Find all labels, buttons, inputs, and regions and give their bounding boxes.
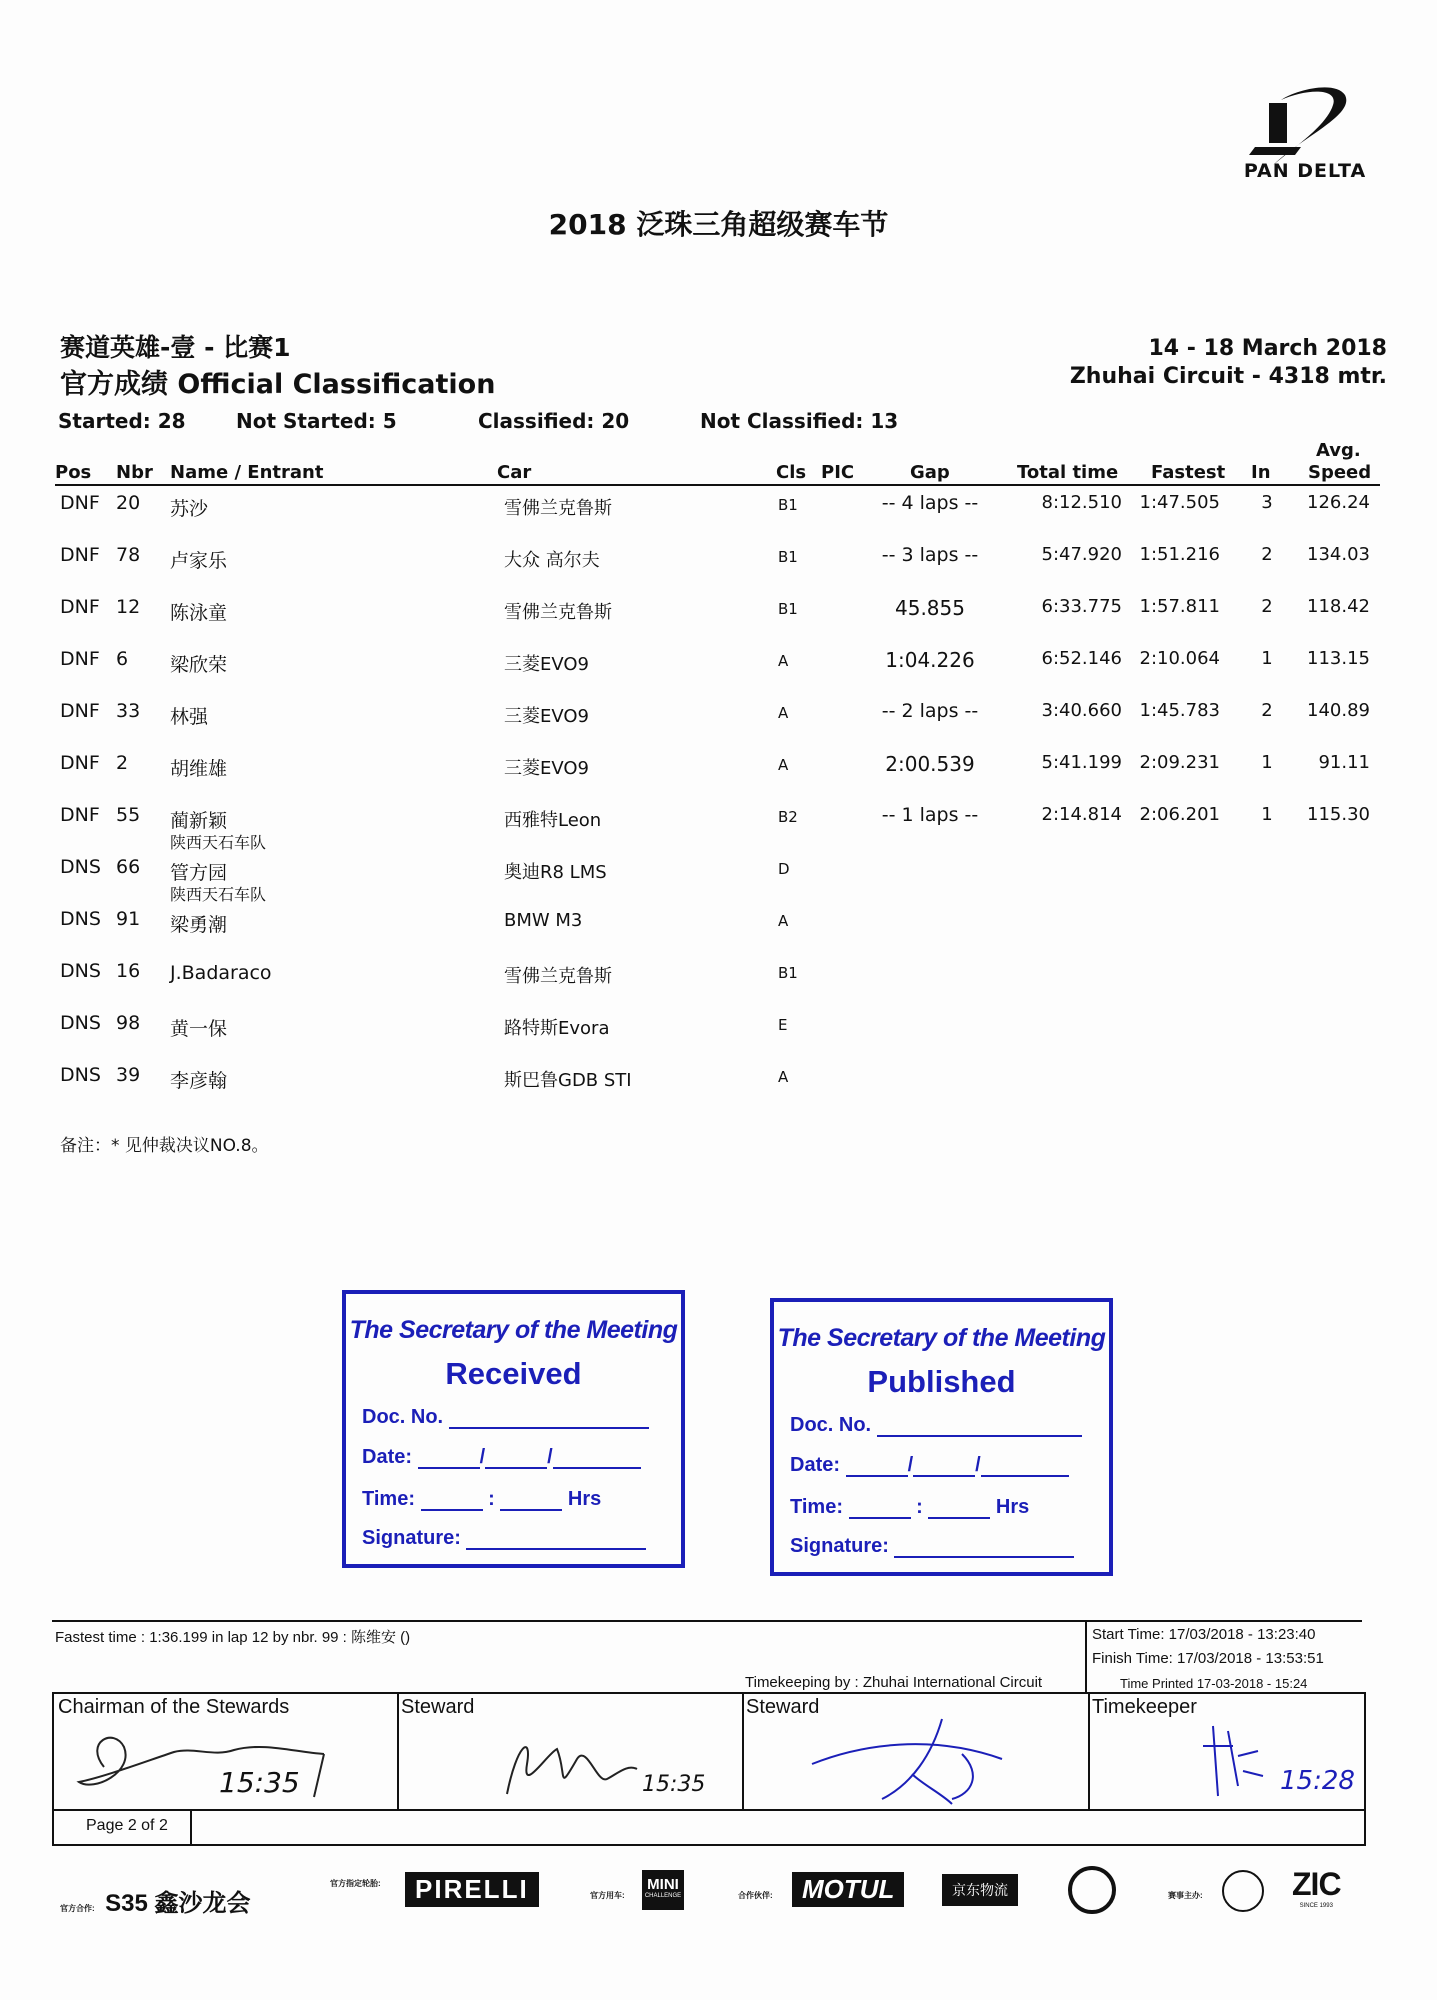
col-gap: Gap [910, 462, 950, 483]
col-in: In [1251, 462, 1271, 483]
chairman-time: 15:35 [219, 1766, 300, 1799]
cell-nbr: 39 [116, 1064, 141, 1086]
cell-car: 三菱EVO9 [504, 706, 589, 727]
published-stamp: The Secretary of the Meeting Published Doc. No. Date: / / Time: : Hrs Signature: [770, 1298, 1113, 1576]
cell-in: 2 [1261, 544, 1273, 565]
cell-pos: DNF [60, 492, 100, 514]
cell-nbr: 20 [116, 492, 141, 514]
cell-total: 3:40.660 [1041, 700, 1122, 721]
cell-pos: DNF [60, 700, 100, 722]
cell-total: 6:33.775 [1041, 596, 1122, 617]
table-row [0, 850, 1437, 902]
cell-nbr: 91 [116, 908, 141, 930]
table-row [0, 902, 1437, 954]
cell-pos: DNS [60, 1064, 101, 1086]
cell-car: 雪佛兰克鲁斯 [504, 966, 612, 987]
cell-pos: DNF [60, 596, 100, 618]
cell-cls: A [778, 912, 789, 930]
stamp-time-label: Time: [362, 1488, 415, 1510]
cell-fastest: 1:57.811 [1139, 596, 1220, 617]
cell-car: 斯巴鲁GDB STI [504, 1070, 632, 1091]
page-number: Page 2 of 2 [86, 1817, 168, 1834]
steward1-cell [397, 1694, 744, 1809]
timekeeper-cell [1088, 1694, 1364, 1809]
signature-table [52, 1692, 1366, 1846]
steward2-cell [742, 1694, 1090, 1809]
cell-nbr: 98 [116, 1012, 141, 1034]
finish-time: Finish Time: 17/03/2018 - 13:53:51 [1092, 1650, 1324, 1667]
chairman-label: Chairman of the Stewards [58, 1696, 290, 1718]
cell-gap: -- 4 laps -- [881, 492, 979, 514]
col-cls: Cls [776, 462, 807, 483]
cell-in: 3 [1261, 492, 1273, 513]
cell-nbr: 16 [116, 960, 141, 982]
stamp-date-label: Date: [790, 1454, 841, 1476]
table-row [0, 486, 1437, 538]
cell-name: 陈泳童 [170, 602, 228, 624]
cell-name: 卢家乐 [170, 550, 228, 572]
timekeeper-label: Timekeeper [1092, 1696, 1197, 1718]
cell-pos: DNF [60, 752, 100, 774]
cell-pos: DNF [60, 804, 100, 826]
cell-name: 梁勇潮 [170, 914, 228, 936]
stamp-signature-label: Signature: [790, 1535, 889, 1557]
cell-gap: 2:00.539 [885, 752, 975, 776]
cell-gap: 45.855 [895, 596, 965, 620]
cloud-logo-icon [1068, 1866, 1116, 1914]
cell-fastest: 1:51.216 [1139, 544, 1220, 565]
col-pos: Pos [55, 462, 92, 483]
cell-car: 大众 高尔夫 [504, 550, 600, 571]
table-row [0, 798, 1437, 850]
sponsor-2 [330, 1878, 400, 1889]
event-dates: 14 - 18 March 2018 [1148, 336, 1387, 361]
cell-in: 1 [1261, 804, 1273, 825]
steward1-label: Steward [401, 1696, 475, 1718]
cell-total: 5:47.920 [1041, 544, 1122, 565]
cell-cls: B1 [778, 548, 798, 566]
stamp-heading: The Secretary of the Meeting [777, 1324, 1106, 1352]
steward2-signature [802, 1714, 1042, 1809]
col-name: Name / Entrant [170, 462, 324, 483]
cell-pos: DNS [60, 1012, 101, 1034]
cell-name: 梁欣荣 [170, 654, 228, 676]
timekeeping-by: Timekeeping by : Zhuhai International Circuit [745, 1674, 1043, 1691]
table-row [0, 1006, 1437, 1058]
stat-classified: Classified: 20 [478, 409, 630, 433]
remark-note: 备注：* 见仲裁决议NO.8。 [60, 1136, 269, 1156]
sponsor-7-name: ZIC [1292, 1866, 1341, 1902]
cell-fastest: 2:06.201 [1139, 804, 1220, 825]
sponsor-4 [738, 1885, 773, 1903]
cell-nbr: 78 [116, 544, 141, 566]
cell-nbr: 6 [116, 648, 129, 670]
cell-cls: B1 [778, 600, 798, 618]
sponsor-3-sub: CHALLENGE [644, 1893, 682, 1899]
sponsor-5-name: 京东物流 [952, 1882, 1008, 1898]
cell-car: 雪佛兰克鲁斯 [504, 498, 612, 519]
cell-gap: -- 1 laps -- [881, 804, 979, 826]
sponsor-4-label: 合作伙伴: [738, 1891, 773, 1900]
col-car: Car [497, 462, 532, 483]
cell-fastest: 1:45.783 [1139, 700, 1220, 721]
sponsor-2-label: 官方指定轮胎: [330, 1879, 381, 1888]
organizer-emblem-icon [1222, 1870, 1264, 1912]
cell-pos: DNS [60, 856, 101, 878]
stamp-doc-label: Doc. No. [362, 1406, 444, 1428]
cell-car: 雪佛兰克鲁斯 [504, 602, 612, 623]
cell-pos: DNS [60, 908, 101, 930]
table-row [0, 642, 1437, 694]
sponsor-3-label: 官方用车: [590, 1891, 625, 1900]
cell-fastest: 2:09.231 [1139, 752, 1220, 773]
col-speed: Speed [1308, 462, 1372, 483]
cell-in: 1 [1261, 752, 1273, 773]
cell-nbr: 12 [116, 596, 141, 618]
table-row [0, 694, 1437, 746]
cell-speed: 126.24 [1307, 492, 1370, 513]
cell-nbr: 2 [116, 752, 129, 774]
cell-speed: 91.11 [1318, 752, 1370, 773]
cell-car: 路特斯Evora [504, 1018, 610, 1039]
fastest-time: Fastest time : 1:36.199 in lap 12 by nbr. 99 : 陈维安 () [55, 1629, 411, 1646]
cell-in: 1 [1261, 648, 1273, 669]
logo-text: PAN DELTA [1243, 160, 1367, 182]
stamp-status: Received [445, 1356, 582, 1391]
timekeeper-signature [1198, 1716, 1268, 1806]
cell-cls: B2 [778, 808, 798, 826]
timekeeper-time: 15:28 [1280, 1766, 1355, 1796]
received-stamp: The Secretary of the Meeting Received Doc. No. Date: / / Time: : Hrs Signature: [342, 1290, 685, 1568]
stamp-date-label: Date: [362, 1446, 413, 1468]
sponsor-1-name: S35 鑫沙龙会 [105, 1890, 251, 1917]
cell-gap: -- 3 laps -- [881, 544, 979, 566]
cell-team: 陕西天石车队 [170, 885, 267, 904]
footer-rule [52, 1620, 1362, 1622]
footer-divider [1085, 1622, 1087, 1694]
cell-car: 奥迪R8 LMS [504, 862, 607, 883]
cell-name: 林强 [170, 706, 209, 728]
cell-cls: E [778, 1016, 788, 1034]
cell-total: 6:52.146 [1041, 648, 1122, 669]
cell-car: 西雅特Leon [504, 810, 602, 831]
table-row [0, 590, 1437, 642]
cell-cls: D [778, 860, 790, 878]
cell-speed: 140.89 [1307, 700, 1370, 721]
cell-fastest: 1:47.505 [1139, 492, 1220, 513]
cell-in: 2 [1261, 700, 1273, 721]
sponsor-5 [942, 1874, 1018, 1906]
sponsor-2-name: PIRELLI [405, 1872, 539, 1907]
sponsor-3-name: MINI [647, 1876, 679, 1893]
cell-total: 2:14.814 [1041, 804, 1122, 825]
cell-total: 8:12.510 [1041, 492, 1122, 513]
sponsor-4-name: MOTUL [792, 1872, 904, 1907]
signature-divider [54, 1809, 1364, 1811]
cell-car: BMW M3 [504, 910, 583, 931]
table-row [0, 746, 1437, 798]
cell-total: 5:41.199 [1041, 752, 1122, 773]
cell-nbr: 55 [116, 804, 141, 826]
sponsor-6-label: 赛事主办: [1168, 1891, 1203, 1900]
cell-cls: A [778, 1068, 789, 1086]
cell-pos: DNF [60, 648, 100, 670]
sponsor-3-badge [642, 1870, 684, 1910]
document-title: 2018 泛珠三角超级赛车节 [548, 208, 889, 241]
document-subtitle: 官方成绩 Official Classification [60, 369, 496, 400]
stat-not-classified: Not Classified: 13 [700, 409, 899, 433]
cell-pos: DNF [60, 544, 100, 566]
stamp-signature-label: Signature: [362, 1527, 461, 1549]
table-row [0, 954, 1437, 1006]
cell-name: 蔺新颖 [170, 810, 228, 832]
sponsor-1-label: 官方合作: [60, 1904, 95, 1913]
cell-car: 三菱EVO9 [504, 654, 589, 675]
page-cell [54, 1811, 192, 1844]
steward2-label: Steward [746, 1696, 820, 1718]
sponsor-1 [60, 1883, 251, 1918]
stamp-heading: The Secretary of the Meeting [349, 1316, 678, 1344]
cell-team: 陕西天石车队 [170, 833, 267, 852]
stat-started: Started: 28 [58, 409, 186, 433]
sponsor-6 [1168, 1885, 1203, 1903]
stat-not-started: Not Started: 5 [236, 409, 397, 433]
cell-name: 苏沙 [170, 498, 209, 520]
event-name: 赛道英雄-壹 - 比赛1 [60, 333, 291, 362]
col-nbr: Nbr [116, 462, 153, 483]
cell-speed: 113.15 [1307, 648, 1370, 669]
cell-speed: 118.42 [1307, 596, 1370, 617]
cell-car: 三菱EVO9 [504, 758, 589, 779]
start-time: Start Time: 17/03/2018 - 13:23:40 [1092, 1626, 1316, 1643]
time-printed: Time Printed 17-03-2018 - 15:24 [1120, 1676, 1308, 1691]
cell-name: 胡维雄 [170, 758, 228, 780]
circuit-info: Zhuhai Circuit - 4318 mtr. [1069, 364, 1387, 389]
cell-cls: A [778, 652, 789, 670]
stamp-hrs-label: Hrs [995, 1496, 1030, 1518]
cell-pos: DNS [60, 960, 101, 982]
cell-name: 黄一保 [170, 1018, 228, 1040]
col-total: Total time [1017, 462, 1119, 483]
table-row [0, 538, 1437, 590]
cell-nbr: 33 [116, 700, 141, 722]
cell-in: 2 [1261, 596, 1273, 617]
steward1-time: 15:35 [642, 1772, 706, 1797]
sponsor-3 [590, 1885, 625, 1903]
col-fastest: Fastest [1151, 462, 1226, 483]
stamp-status: Published [867, 1364, 1016, 1399]
cell-speed: 134.03 [1307, 544, 1370, 565]
cell-gap: 1:04.226 [885, 648, 975, 672]
stamp-hrs-label: Hrs [567, 1488, 602, 1510]
cell-cls: B1 [778, 496, 798, 514]
cell-nbr: 66 [116, 856, 141, 878]
col-avg: Avg. [1316, 440, 1361, 461]
cell-speed: 115.30 [1307, 804, 1370, 825]
steward1-signature [487, 1724, 647, 1804]
stamp-time-label: Time: [790, 1496, 843, 1518]
stamp-doc-label: Doc. No. [790, 1414, 872, 1436]
cell-name: 管方园 [170, 862, 228, 884]
cell-cls: A [778, 756, 789, 774]
col-pic: PIC [821, 462, 855, 483]
sponsor-7 [1292, 1866, 1341, 1909]
cell-name: J.Badaraco [170, 962, 272, 984]
cell-cls: B1 [778, 964, 798, 982]
cell-fastest: 2:10.064 [1139, 648, 1220, 669]
table-row [0, 1058, 1437, 1110]
cell-cls: A [778, 704, 789, 722]
sponsor-7-sub: SINCE 1993 [1299, 1903, 1333, 1909]
chairman-cell [54, 1694, 399, 1809]
cell-name: 李彦翰 [170, 1070, 228, 1092]
cell-gap: -- 2 laps -- [881, 700, 979, 722]
